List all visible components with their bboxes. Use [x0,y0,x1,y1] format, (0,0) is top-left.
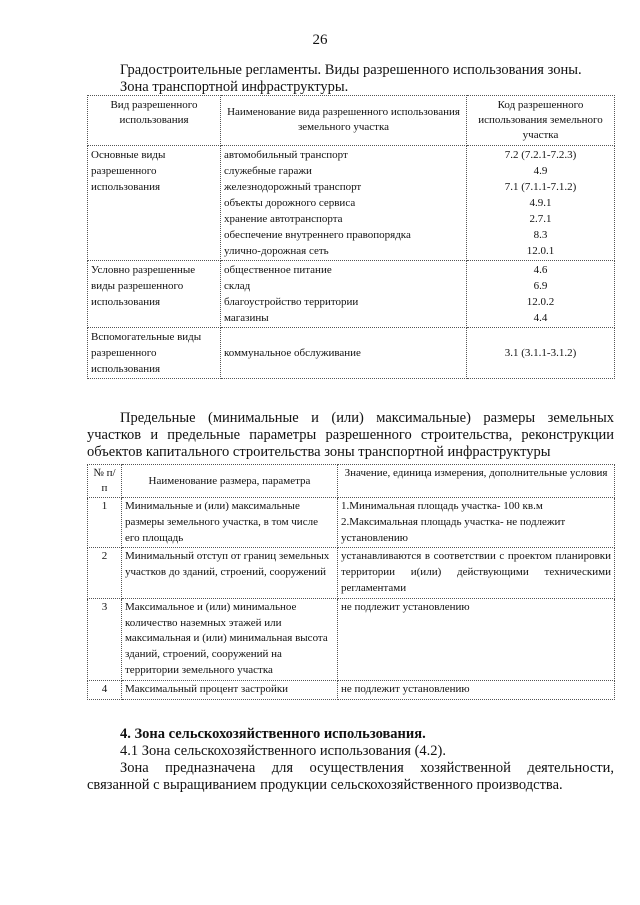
permitted-use-table [87,95,615,379]
heading-line-2: Зона транспортной инфраструктуры. [120,79,349,95]
list-item: магазины [224,312,269,324]
paragraph-3-line-1: Зона предназначена для осуществления хозяйственной деятельности, [120,760,614,776]
names-cell [221,146,467,261]
list-item: 4.4 [533,312,548,324]
parameter-name: Максимальное и (или) минимальное количество наземных этажей или максимальная и (или) минимальная высота зданий, строений, сооружений на территории земельного участка [122,598,338,680]
table-row [88,680,615,699]
parameter-value: не подлежит установлению [338,680,615,699]
category-cell: Условно разрешенные виды разрешенного использования [88,261,221,328]
parameters-table [87,464,615,700]
table-header-row [88,96,615,146]
list-item: 8.3 [533,229,548,241]
list-item: 4.6 [533,264,548,276]
parameter-value: устанавливаются в соответствии с проектом планировки территории и(или) действующими техническими регламентами [338,548,615,598]
codes-cell [467,328,615,379]
parameter-name: Максимальный процент застройки [122,680,338,699]
list-item: объекты дорожного сервиса [224,197,356,209]
list-item: коммунальное обслуживание [224,347,361,359]
table-row [88,261,615,328]
header-use-type: Вид разрешенного использования [88,96,221,146]
parameter-value: не подлежит установлению [338,598,615,680]
section-title: 4. Зона сельскохозяйственного использования. [120,726,426,742]
category-cell: Вспомогательные виды разрешенного использования [88,328,221,379]
paragraph-2-line-3: объектов капитального строительства зоны транспортной инфраструктуры [87,444,551,460]
page-number: 26 [312,32,328,48]
names-cell [221,328,467,379]
codes-cell [467,146,615,261]
row-number: 2 [88,548,122,598]
list-item: 12.0.2 [526,296,555,308]
header-value: Значение, единица измерения, дополнительные условия [338,465,615,498]
list-item: улично-дорожная сеть [224,245,329,257]
list-item: хранение автотранспорта [224,213,343,225]
table-header-row [88,465,615,498]
list-item: 7.1 (7.1.1-7.1.2) [504,181,577,193]
list-item: 3.1 (3.1.1-3.1.2) [504,347,577,359]
category-cell: Основные виды разрешенного использования [88,146,221,261]
list-item: обеспечение внутреннего правопорядка [224,229,411,241]
table-row [88,146,615,261]
parameter-name: Минимальные и (или) максимальные размеры земельного участка, в том числе его площадь [122,498,338,548]
codes-cell [467,261,615,328]
list-item: 7.2 (7.2.1-7.2.3) [504,149,577,161]
table-row [88,498,615,548]
list-item: автомобильный транспорт [224,149,348,161]
row-number: 3 [88,598,122,680]
heading-line-1: Градостроительные регламенты. Виды разрешенного использования зоны. [120,62,582,78]
list-item: 4.9.1 [529,197,552,209]
subsection-title: 4.1 Зона сельскохозяйственного использования (4.2). [120,743,446,759]
list-item: 2.7.1 [529,213,552,225]
list-item: железнодорожный транспорт [224,181,362,193]
table-row [88,598,615,680]
header-use-code: Код разрешенного использования земельного участка [467,96,615,146]
header-use-name: Наименование вида разрешенного использования земельного участка [221,96,467,146]
table-row [88,548,615,598]
header-parameter: Наименование размера, параметра [122,465,338,498]
paragraph-2-line-1: Предельные (минимальные и (или) максимальные) размеры земельных [120,410,614,426]
table-row [88,328,615,379]
parameter-name: Минимальный отступ от границ земельных участков до зданий, строений, сооружений [122,548,338,598]
list-item: 4.9 [533,165,548,177]
list-item: служебные гаражи [224,165,312,177]
list-item: склад [224,280,251,292]
paragraph-3-line-2: связанной с выращиванием продукции сельскохозяйственного производства. [87,777,563,793]
list-item: 6.9 [533,280,548,292]
parameter-value: 1.Минимальная площадь участка- 100 кв.м 2.Максимальная площадь участка- не подлежит установлению [338,498,615,548]
names-cell [221,261,467,328]
list-item: 12.0.1 [526,245,555,257]
list-item: общественное питание [224,264,332,276]
row-number: 4 [88,680,122,699]
list-item: благоустройство территории [224,296,359,308]
paragraph-2-line-2: участков и предельные параметры разрешенного строительства, реконструкции [87,427,614,443]
header-number: № п/п [88,465,122,498]
row-number: 1 [88,498,122,548]
